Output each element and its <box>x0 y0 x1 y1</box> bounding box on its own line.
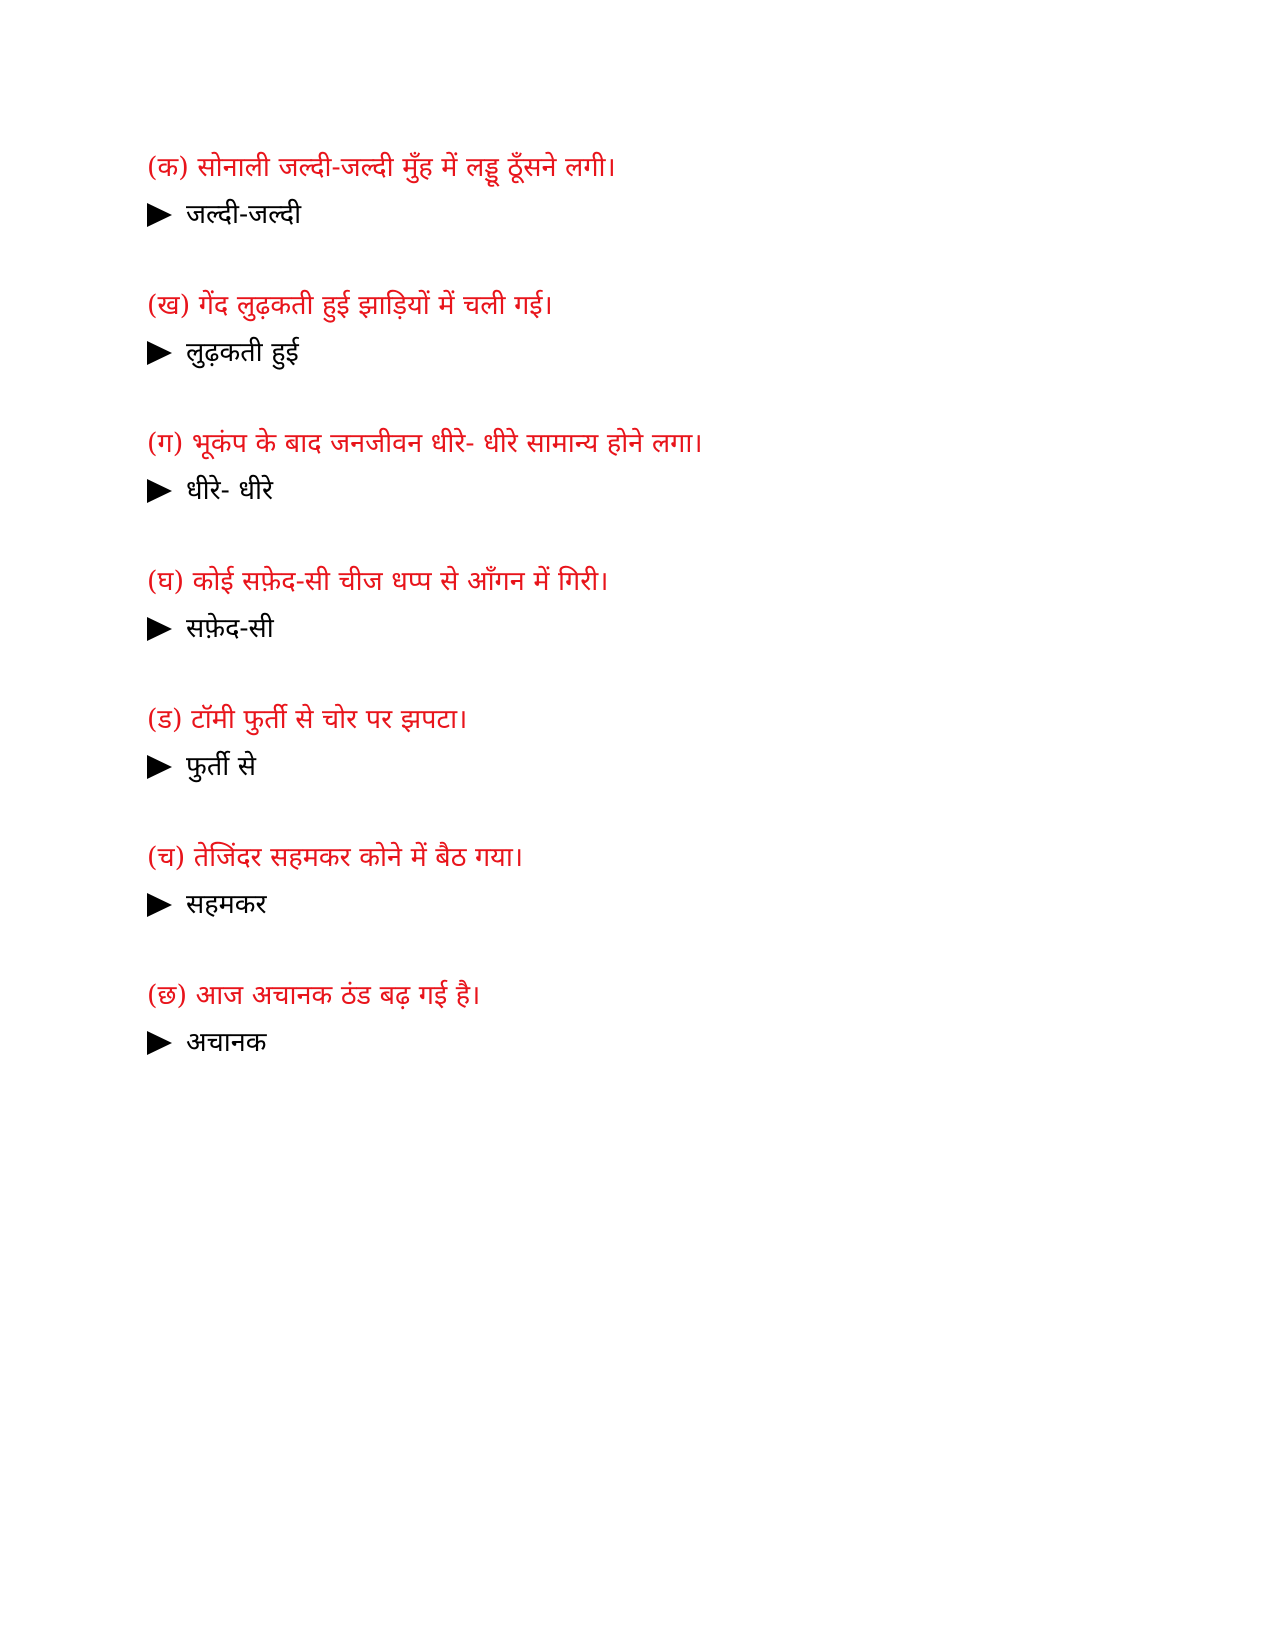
right-triangle-arrow-icon <box>147 1031 172 1055</box>
question-text: (छ) आज अचानक ठंड बढ़ गई है। <box>147 980 481 1011</box>
answer-text: सफ़ेद-सी <box>186 613 274 644</box>
question-list <box>147 148 1147 1114</box>
list-item <box>147 838 1147 976</box>
answer-line <box>147 333 1147 373</box>
answer-line <box>147 1023 1147 1063</box>
answer-line <box>147 885 1147 925</box>
list-item <box>147 286 1147 424</box>
answer-line <box>147 747 1147 787</box>
right-triangle-arrow-icon <box>147 755 172 779</box>
question-text: (घ) कोई सफ़ेद-सी चीज धप्प से आँगन में गिरी। <box>147 566 609 597</box>
answer-text: धीरे- धीरे <box>186 475 273 506</box>
right-triangle-arrow-icon <box>147 341 172 365</box>
right-triangle-arrow-icon <box>147 479 172 503</box>
right-triangle-arrow-icon <box>147 203 172 227</box>
list-item <box>147 562 1147 700</box>
answer-text: सहमकर <box>186 889 267 920</box>
answer-text: जल्दी-जल्दी <box>186 199 302 230</box>
right-triangle-arrow-icon <box>147 617 172 641</box>
right-triangle-arrow-icon <box>147 893 172 917</box>
question-text: (क) सोनाली जल्दी-जल्दी मुँह में लड्डू ठूँसने लगी। <box>147 152 616 183</box>
answer-text: लुढ़कती हुई <box>186 337 299 368</box>
list-item <box>147 976 1147 1114</box>
question-text: (च) तेजिंदर सहमकर कोने में बैठ गया। <box>147 842 524 873</box>
answer-text: अचानक <box>186 1027 267 1058</box>
answer-line <box>147 609 1147 649</box>
question-text: (ग) भूकंप के बाद जनजीवन धीरे- धीरे सामान्य होने लगा। <box>147 428 703 459</box>
list-item <box>147 424 1147 562</box>
list-item <box>147 700 1147 838</box>
answer-line <box>147 195 1147 235</box>
question-text: (ख) गेंद लुढ़कती हुई झाड़ियों में चली गई। <box>147 290 553 321</box>
list-item <box>147 148 1147 286</box>
answer-line <box>147 471 1147 511</box>
question-text: (ड) टॉमी फुर्ती से चोर पर झपटा। <box>147 704 468 735</box>
answer-text: फुर्ती से <box>186 751 257 782</box>
